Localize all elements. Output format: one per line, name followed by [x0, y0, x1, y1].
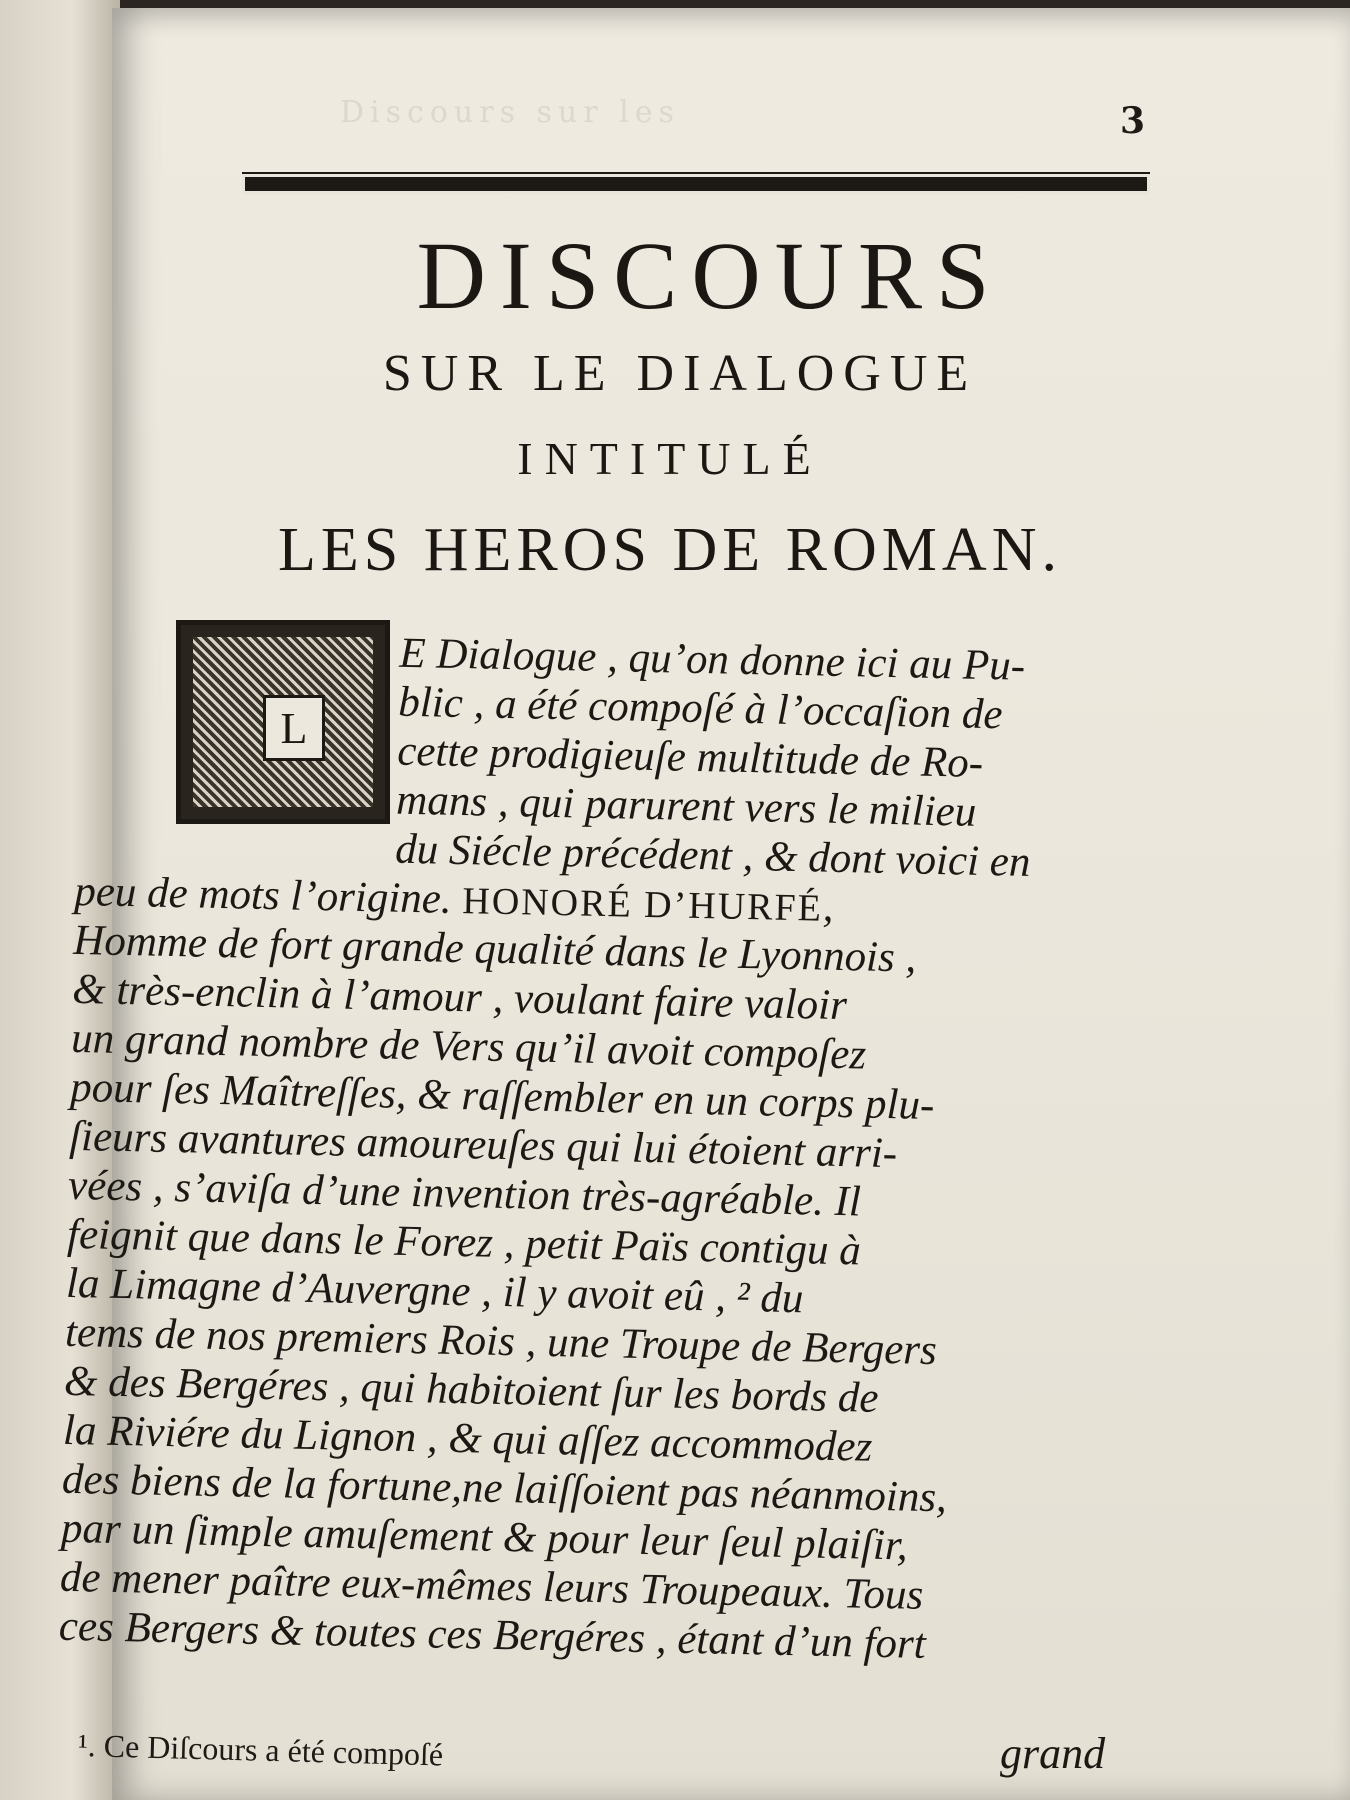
text-line-italic: E Dialogue , qu’on donne ici au Pu-: [398, 629, 1026, 690]
text-line-italic: tems de nos premiers Rois , une Troupe de Bergers: [64, 1308, 938, 1375]
text-line-italic: de mener paître eux-mêmes leurs Troupeaux. Tous: [59, 1553, 924, 1619]
author-name-smallcaps: HONORÉ D’HURFÉ: [461, 880, 824, 930]
section-heading: LES HEROS DE ROMAN.: [278, 516, 1062, 584]
text-line-italic: Homme de fort grande qualité dans le Lyonnois ,: [72, 916, 917, 982]
text-line-italic: mans , qui parurent vers le milieu: [395, 776, 977, 836]
text-line-italic: cette prodigieuſe multitude de Ro-: [396, 727, 984, 787]
text-line-italic: & très-enclin à l’amour , voulant faire valoir: [71, 965, 848, 1030]
text-line-italic: blic , a été compoſé à l’occaſion de: [397, 678, 1003, 739]
text-line-italic: des biens de la fortune,ne laiſſoient pas néanmoins,: [61, 1455, 948, 1522]
page-subtitle: SUR LE DIALOGUE: [382, 345, 978, 402]
text-line-italic: feignit que dans le Forez , petit Païs contigu à: [66, 1210, 862, 1275]
text-line-italic: vées , s’aviſa d’une invention très-agréable. Il: [67, 1161, 862, 1226]
text-line-italic: ces Bergers & toutes ces Bergéres , étant d’un fort: [58, 1602, 927, 1668]
text-line-italic: peu de mots l’origine.: [73, 867, 463, 924]
text-line-italic: la Riviére du Lignon , & qui aſſez accommodez: [62, 1406, 873, 1471]
text-line-italic: & des Bergéres , qui habitoient ſur les bords de: [63, 1357, 879, 1422]
footnote: ¹. Ce Diſcours a été compoſé: [77, 1726, 444, 1773]
text-line-italic: par un ſimple amuſement & pour leur ſeul plaiſir,: [60, 1504, 909, 1570]
body-text: [58, 622, 1159, 1673]
text-line-italic: un grand nombre de Vers qu’il avoit compoſez: [70, 1014, 867, 1079]
page-title: DISCOURS: [416, 222, 1004, 329]
dropcap-letter: L: [263, 695, 325, 761]
header-rule: [242, 172, 1150, 194]
text-line-italic: la Limagne d’Auvergne , il y avoit eû , ² du: [65, 1259, 804, 1323]
text-line-italic: pour ſes Maîtreſſes, & raſſembler en un corps plu-: [69, 1063, 935, 1129]
catchword: grand: [1000, 1729, 1106, 1778]
text-line-italic: du Siécle précédent , & dont voici en: [394, 825, 1031, 886]
bleed-through-running-head: Discours sur les: [340, 95, 680, 130]
line-punctuation: ,: [822, 883, 835, 931]
text-line-italic: ſieurs avantures amoureuſes qui lui étoient arri-: [68, 1112, 898, 1178]
page-number: 3: [1120, 100, 1146, 142]
intitule-heading: INTITULÉ: [517, 433, 823, 484]
